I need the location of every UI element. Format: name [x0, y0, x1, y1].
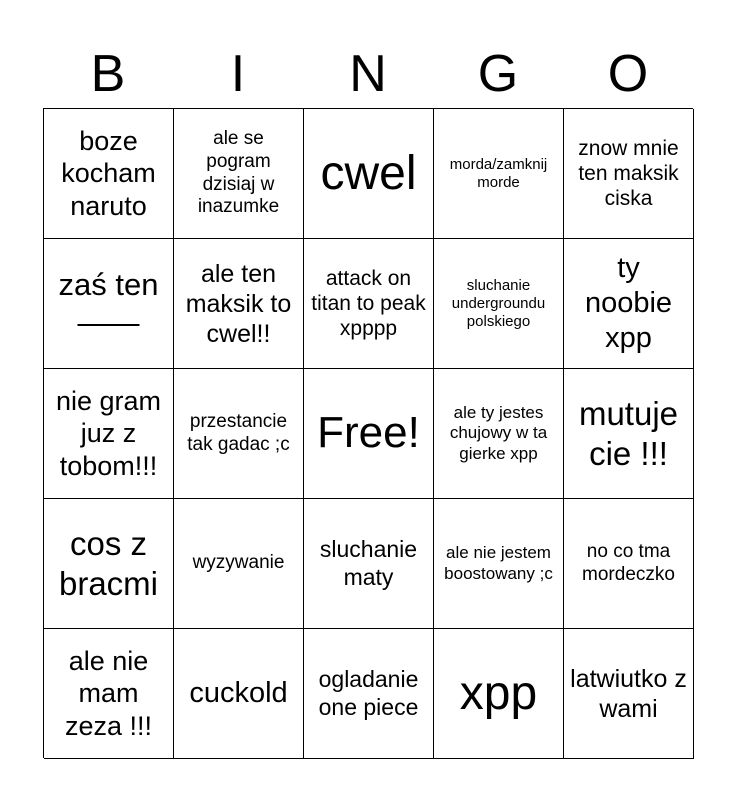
bingo-cell[interactable]: [434, 629, 564, 759]
header-letter-o: O: [607, 45, 649, 103]
cell-text: morda/zamknij morde: [449, 155, 548, 191]
cell-text: sluchanie undergroundu polskiego: [451, 276, 546, 330]
cell-text: przestancie tak gadac ;c: [187, 410, 290, 455]
free-space-text: Free!: [317, 408, 420, 458]
bingo-header: [43, 40, 693, 108]
cell-text: ale nie mam zeza !!!: [64, 645, 153, 741]
bingo-cell[interactable]: [564, 499, 694, 629]
bingo-cell[interactable]: [44, 369, 174, 499]
bingo-cell[interactable]: [44, 629, 174, 759]
cell-text: wyzywanie: [192, 552, 285, 574]
bingo-cell[interactable]: [434, 109, 564, 239]
cell-text: sluchanie maty: [319, 535, 418, 590]
bingo-cell[interactable]: [174, 499, 304, 629]
header-letter-g: G: [477, 45, 519, 103]
cell-text: boze kocham naruto: [61, 125, 156, 221]
cell-text: mutuje cie !!!: [578, 394, 679, 472]
cell-text: ale se pogram dzisiaj w inazumke: [197, 127, 280, 218]
cell-text: cuckold: [189, 677, 288, 710]
cell-text: ale ty jestes chujowy w ta gierke xpp: [449, 402, 548, 463]
bingo-cell[interactable]: [44, 499, 174, 629]
cell-text: attack on titan to peak xpppp: [311, 266, 426, 341]
bingo-grid: [43, 108, 693, 758]
cell-text: znow mnie ten maksik ciska: [578, 136, 679, 211]
bingo-cell[interactable]: [44, 109, 174, 239]
cell-text: xpp: [459, 666, 538, 720]
bingo-cell[interactable]: [564, 239, 694, 369]
cell-text: cos z bracmi: [58, 524, 159, 602]
cell-text: ogladanie one piece: [318, 665, 419, 720]
bingo-cell[interactable]: [304, 239, 434, 369]
cell-text: latwiutko z wami: [570, 664, 687, 723]
bingo-cell[interactable]: [174, 109, 304, 239]
free-space-cell[interactable]: [304, 369, 434, 499]
bingo-cell[interactable]: [304, 499, 434, 629]
bingo-cell[interactable]: [564, 109, 694, 239]
bingo-cell[interactable]: [174, 629, 304, 759]
header-letter-i: I: [230, 45, 246, 103]
cell-text: nie gram juz z tobom!!!: [55, 385, 162, 481]
cell-text: ale nie jestem boostowany ;c: [444, 543, 553, 583]
bingo-cell[interactable]: [434, 499, 564, 629]
bingo-cell[interactable]: [564, 369, 694, 499]
header-letter-b: B: [90, 45, 126, 103]
cell-text: zaś ten ——: [58, 267, 159, 340]
bingo-cell[interactable]: [564, 629, 694, 759]
bingo-cell[interactable]: [434, 369, 564, 499]
bingo-cell[interactable]: [174, 239, 304, 369]
cell-text: cwel: [320, 146, 417, 200]
header-letter-n: N: [349, 45, 387, 103]
bingo-cell[interactable]: [174, 369, 304, 499]
cell-text: ty noobie xpp: [584, 252, 673, 354]
cell-text: ale ten maksik to cwel!!: [185, 259, 292, 348]
bingo-cell[interactable]: [44, 239, 174, 369]
bingo-cell[interactable]: [304, 629, 434, 759]
cell-text: no co tma mordeczko: [582, 540, 675, 585]
bingo-cell[interactable]: [304, 109, 434, 239]
bingo-cell[interactable]: [434, 239, 564, 369]
